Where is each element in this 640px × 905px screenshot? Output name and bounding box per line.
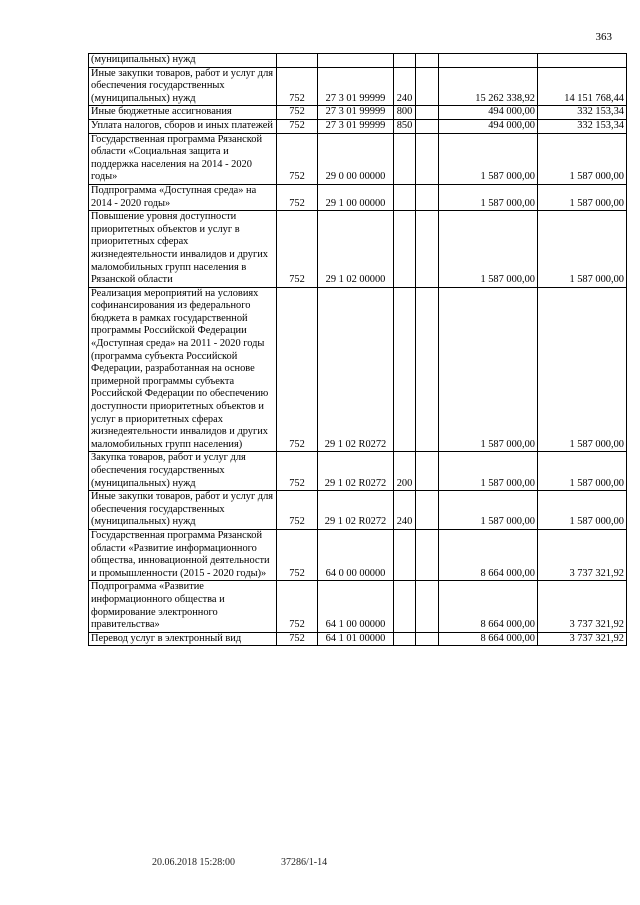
cell-name: Перевод услуг в электронный вид <box>89 632 277 646</box>
cell-grbs-code: 752 <box>277 106 318 120</box>
cell-target-article: 29 0 00 00000 <box>318 133 394 184</box>
cell-expense-type <box>394 211 416 288</box>
table-row <box>89 54 627 68</box>
cell-sum-second: 1 587 000,00 <box>538 452 627 491</box>
cell-empty <box>416 581 439 632</box>
cell-target-article: 27 3 01 99999 <box>318 119 394 133</box>
cell-empty <box>416 133 439 184</box>
table-body <box>89 54 627 646</box>
cell-target-article: 29 1 02 00000 <box>318 211 394 288</box>
table-row <box>89 133 627 184</box>
cell-sum-first: 1 587 000,00 <box>439 491 538 530</box>
cell-sum-first: 1 587 000,00 <box>439 184 538 210</box>
cell-grbs-code: 752 <box>277 67 318 106</box>
cell-name: Государственная программа Рязанской области «Социальная защита и поддержка населения на 2014 - 2020 годы» <box>89 133 277 184</box>
cell-name: (муниципальных) нужд <box>89 54 277 68</box>
table-row <box>89 529 627 580</box>
cell-name: Уплата налогов, сборов и иных платежей <box>89 119 277 133</box>
cell-sum-second: 332 153,34 <box>538 106 627 120</box>
table-row <box>89 452 627 491</box>
cell-expense-type <box>394 287 416 452</box>
budget-table <box>88 53 627 646</box>
cell-target-article: 64 0 00 00000 <box>318 529 394 580</box>
cell-sum-second <box>538 54 627 68</box>
cell-name: Государственная программа Рязанской области «Развитие информационного общества, инновационной деятельности и промышленности (2015 - 2020 годы)» <box>89 529 277 580</box>
cell-sum-first: 1 587 000,00 <box>439 287 538 452</box>
table-row <box>89 581 627 632</box>
cell-expense-type <box>394 133 416 184</box>
cell-empty <box>416 211 439 288</box>
cell-sum-first: 494 000,00 <box>439 119 538 133</box>
cell-expense-type <box>394 54 416 68</box>
cell-sum-second: 3 737 321,92 <box>538 632 627 646</box>
cell-target-article: 64 1 00 00000 <box>318 581 394 632</box>
cell-name: Иные бюджетные ассигнования <box>89 106 277 120</box>
cell-empty <box>416 491 439 530</box>
cell-target-article: 29 1 02 R0272 <box>318 452 394 491</box>
cell-grbs-code: 752 <box>277 452 318 491</box>
footer-document-code: 37286/1-14 <box>281 857 328 868</box>
cell-grbs-code <box>277 54 318 68</box>
table-row <box>89 211 627 288</box>
cell-sum-first: 8 664 000,00 <box>439 581 538 632</box>
cell-expense-type: 200 <box>394 452 416 491</box>
cell-grbs-code: 752 <box>277 491 318 530</box>
cell-name: Реализация мероприятий на условиях софинансирования из федерального бюджета в рамках государственной программы Российской Федерации «Доступная среда» на 2011 - 2020 годы (программа субъекта Российской Федерации, разработанная на основе примерной программы субъекта Российской Федерации по обеспечению доступности приоритетных объектов и услуг в приоритетных сферах жизнедеятельности инвалидов и других маломобильных групп населения) <box>89 287 277 452</box>
table-row <box>89 106 627 120</box>
cell-target-article: 29 1 02 R0272 <box>318 287 394 452</box>
table-row <box>89 184 627 210</box>
cell-sum-second: 1 587 000,00 <box>538 287 627 452</box>
cell-empty <box>416 67 439 106</box>
cell-sum-second: 1 587 000,00 <box>538 491 627 530</box>
cell-name: Иные закупки товаров, работ и услуг для обеспечения государственных (муниципальных) нужд <box>89 67 277 106</box>
cell-grbs-code: 752 <box>277 133 318 184</box>
cell-sum-second: 1 587 000,00 <box>538 184 627 210</box>
cell-expense-type <box>394 632 416 646</box>
cell-sum-first: 1 587 000,00 <box>439 452 538 491</box>
cell-name: Подпрограмма «Развитие информационного общества и формирование электронного правительства» <box>89 581 277 632</box>
cell-empty <box>416 119 439 133</box>
cell-sum-second: 3 737 321,92 <box>538 529 627 580</box>
cell-target-article: 29 1 02 R0272 <box>318 491 394 530</box>
cell-target-article: 27 3 01 99999 <box>318 67 394 106</box>
cell-name: Подпрограмма «Доступная среда» на 2014 - 2020 годы» <box>89 184 277 210</box>
cell-sum-first: 8 664 000,00 <box>439 632 538 646</box>
cell-sum-second: 3 737 321,92 <box>538 581 627 632</box>
footer-timestamp: 20.06.2018 15:28:00 <box>152 857 236 868</box>
cell-target-article: 64 1 01 00000 <box>318 632 394 646</box>
cell-sum-second: 332 153,34 <box>538 119 627 133</box>
page-number: 363 <box>595 31 612 43</box>
cell-grbs-code: 752 <box>277 287 318 452</box>
cell-sum-second: 14 151 768,44 <box>538 67 627 106</box>
cell-name: Повышение уровня доступности приоритетных объектов и услуг в приоритетных сферах жизнедеятельности инвалидов и других маломобильных групп населения в Рязанской области <box>89 211 277 288</box>
cell-sum-first: 8 664 000,00 <box>439 529 538 580</box>
cell-empty <box>416 452 439 491</box>
cell-sum-first: 15 262 338,92 <box>439 67 538 106</box>
cell-sum-second: 1 587 000,00 <box>538 211 627 288</box>
cell-sum-first: 494 000,00 <box>439 106 538 120</box>
table-row <box>89 491 627 530</box>
table-row <box>89 119 627 133</box>
cell-name: Закупка товаров, работ и услуг для обеспечения государственных (муниципальных) нужд <box>89 452 277 491</box>
cell-empty <box>416 529 439 580</box>
cell-name: Иные закупки товаров, работ и услуг для обеспечения государственных (муниципальных) нужд <box>89 491 277 530</box>
cell-grbs-code: 752 <box>277 184 318 210</box>
cell-sum-first <box>439 54 538 68</box>
cell-grbs-code: 752 <box>277 632 318 646</box>
cell-sum-first: 1 587 000,00 <box>439 133 538 184</box>
cell-target-article: 27 3 01 99999 <box>318 106 394 120</box>
cell-empty <box>416 632 439 646</box>
cell-grbs-code: 752 <box>277 529 318 580</box>
cell-empty <box>416 184 439 210</box>
cell-empty <box>416 287 439 452</box>
table-row <box>89 632 627 646</box>
cell-expense-type <box>394 184 416 210</box>
cell-expense-type <box>394 529 416 580</box>
cell-target-article: 29 1 00 00000 <box>318 184 394 210</box>
cell-expense-type: 240 <box>394 67 416 106</box>
cell-grbs-code: 752 <box>277 211 318 288</box>
table-row <box>89 67 627 106</box>
cell-empty <box>416 106 439 120</box>
cell-expense-type <box>394 581 416 632</box>
cell-sum-second: 1 587 000,00 <box>538 133 627 184</box>
cell-expense-type: 240 <box>394 491 416 530</box>
cell-empty <box>416 54 439 68</box>
cell-expense-type: 850 <box>394 119 416 133</box>
cell-expense-type: 800 <box>394 106 416 120</box>
cell-sum-first: 1 587 000,00 <box>439 211 538 288</box>
cell-grbs-code: 752 <box>277 119 318 133</box>
table-row <box>89 287 627 452</box>
cell-grbs-code: 752 <box>277 581 318 632</box>
cell-target-article <box>318 54 394 68</box>
